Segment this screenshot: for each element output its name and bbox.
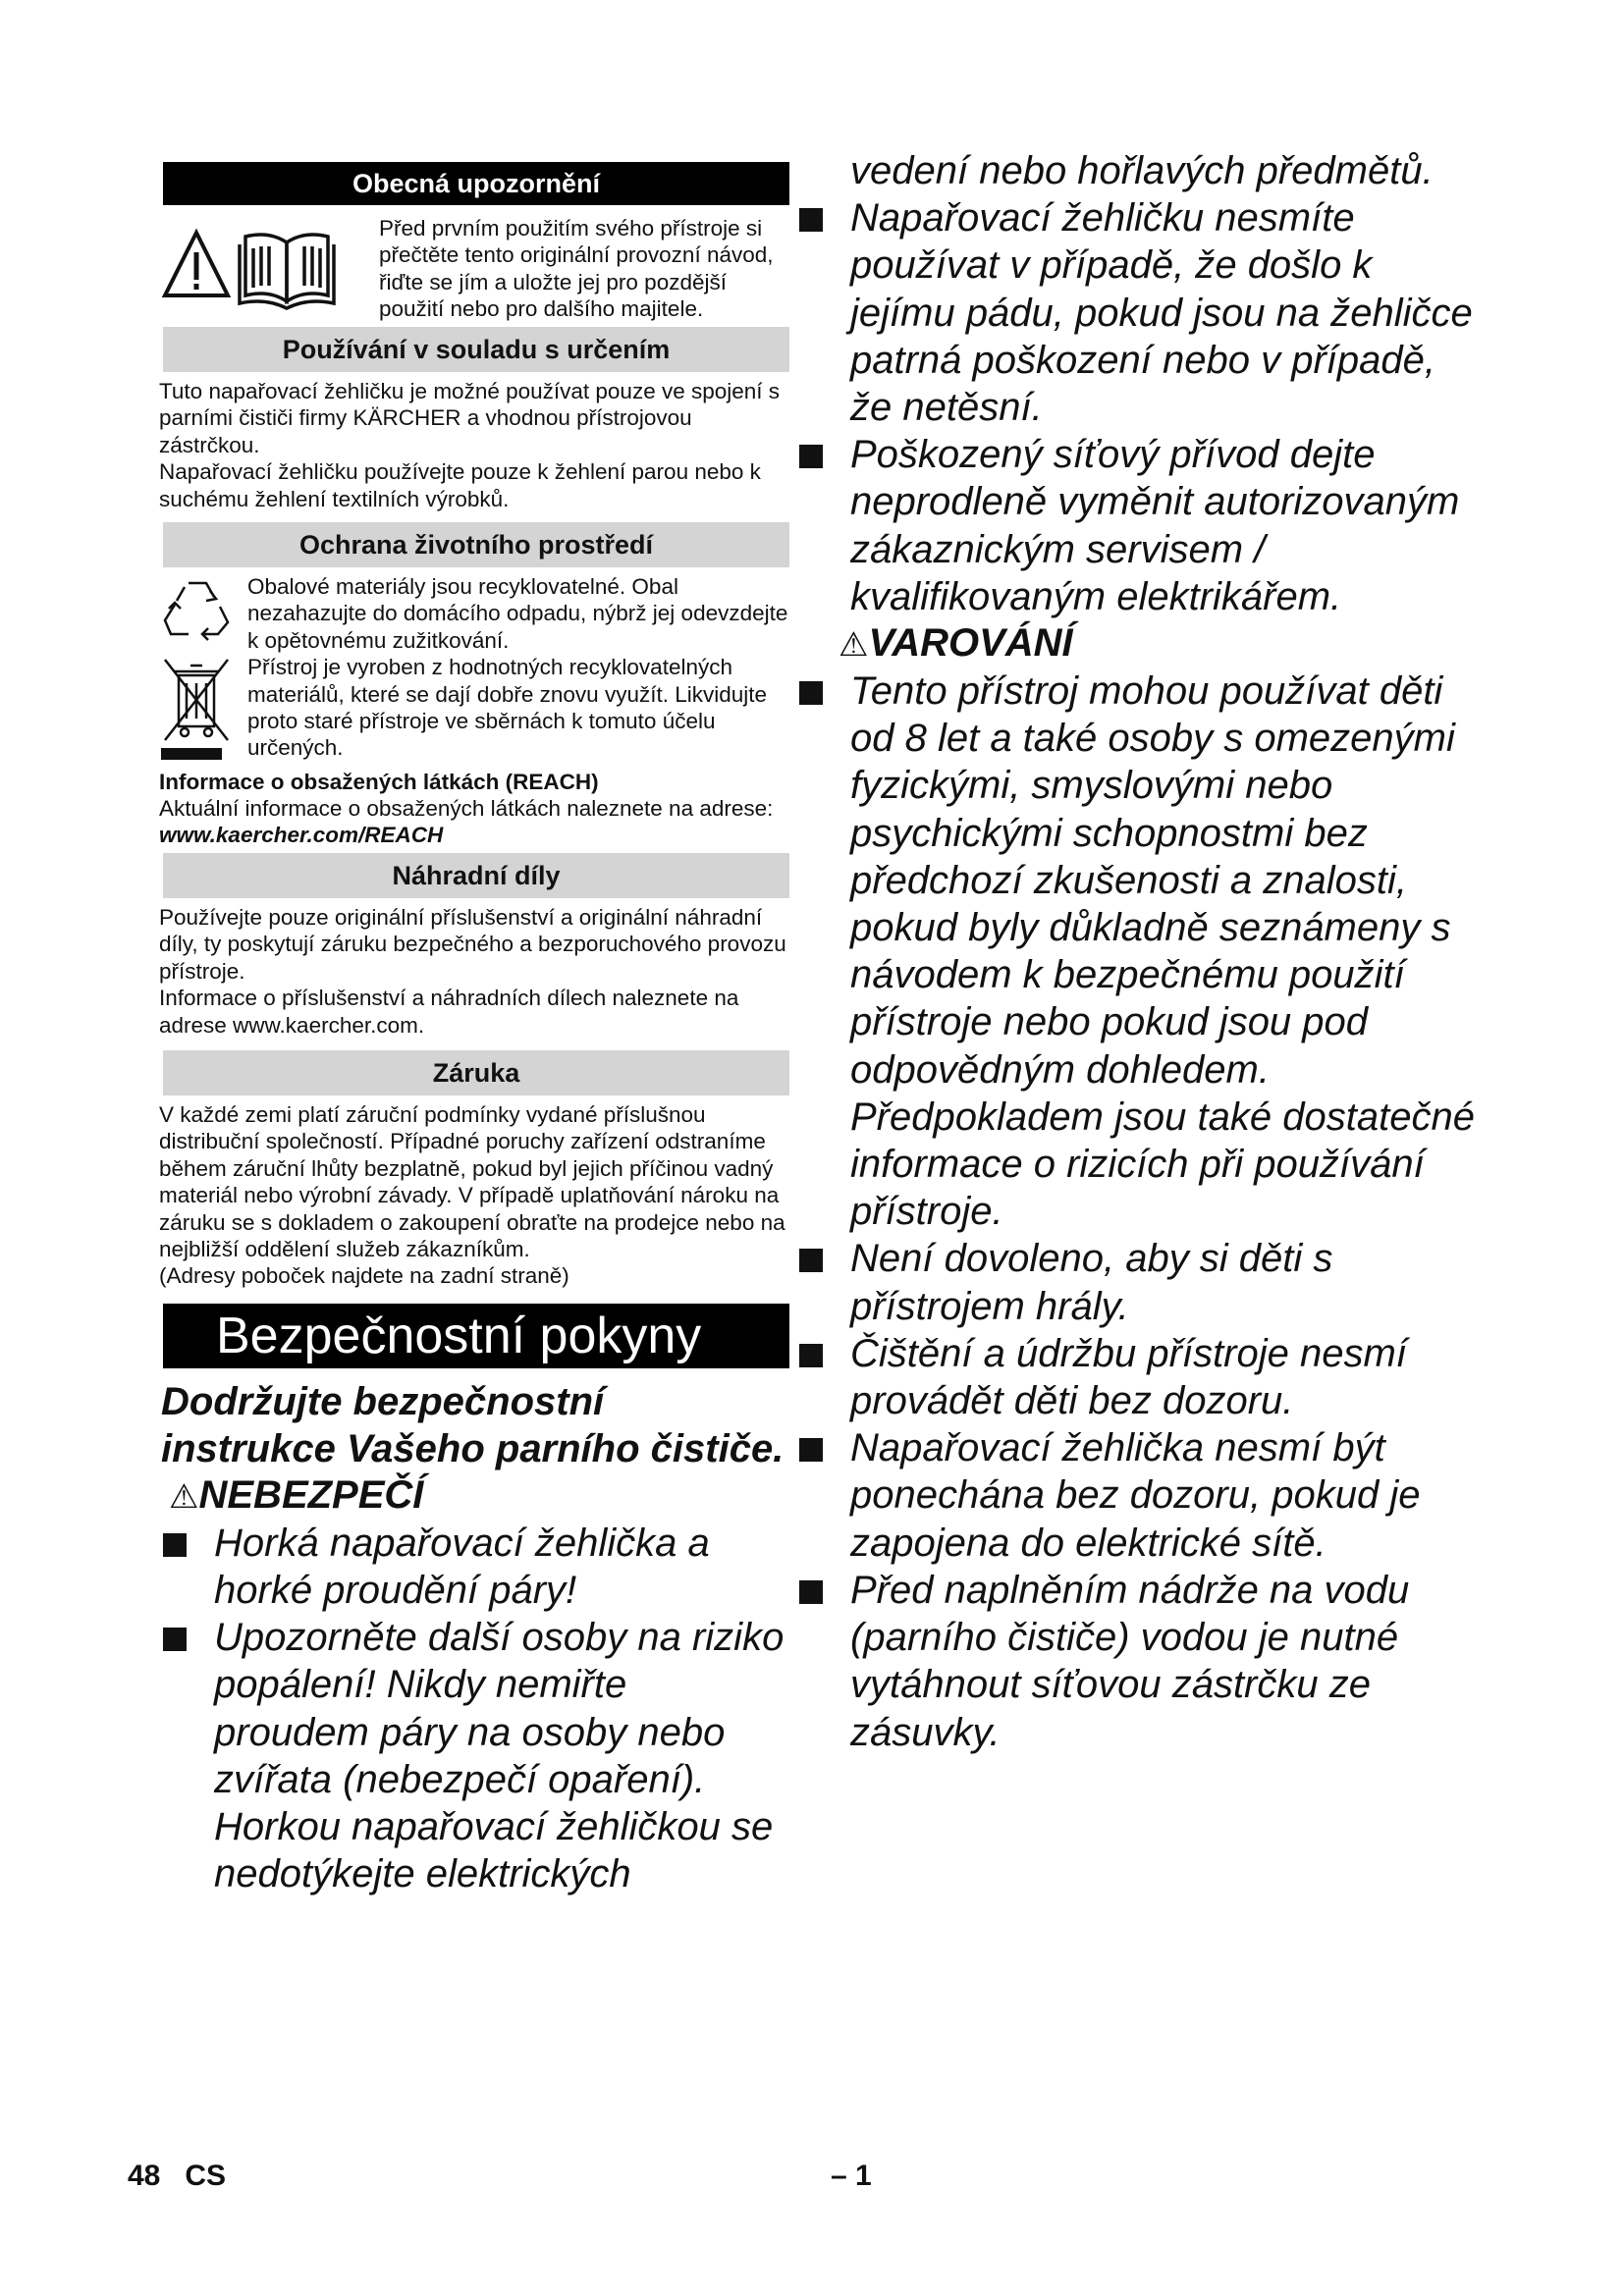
intended-use-p2: Napařovací žehličku používejte pouze k žehlení parou nebo k suchému žehlení textilních výrobků. [159,459,761,511]
warranty-p2: (Adresy poboček najdete na zadní straně) [159,1263,569,1289]
bullet-square-icon [163,1628,187,1651]
recycling-icon [159,573,236,650]
general-notes-heading: Obecná upozornění [163,162,789,205]
page-footer-section: – 1 [831,2160,872,2192]
danger-heading [169,1472,789,1520]
spare-parts-heading: Náhradní díly [163,853,789,898]
danger-continuation: vedení nebo hořlavých předmětů. [850,149,1434,192]
list-item: Není dovoleno, aby si děti s přístrojem hrály. [795,1235,1479,1329]
warranty-heading: Záruka [163,1050,789,1095]
open-book-icon [240,235,334,308]
list-item: Napařovací žehličku nesmíte používat v případě, že došlo k jejímu pádu, pokud jsou na žehličce patrná poškození nebo v případě, že netěsní. [795,194,1479,431]
environment-heading: Ochrana životního prostředí [163,522,789,567]
reach-title: Informace o obsažených látkách (REACH) [159,769,599,794]
general-notes [159,215,789,323]
environment-packaging [159,573,789,654]
intended-use-text [159,378,789,512]
bullet-square-icon [799,1249,823,1272]
list-item: Před naplněním nádrže na vodu (parního čističe) vodou je nutné vytáhnout síťovou zástrčku ze zásuvky. [795,1567,1479,1756]
page-footer-number [128,2160,226,2193]
environment-disposal [159,654,789,768]
bullet-square-icon [799,445,823,468]
bullet-square-icon [799,681,823,705]
list-item: Tento přístroj mohou používat děti od 8 let a také osoby s omezenými fyzickými, smyslovými nebo psychickými schopnostmi bez předchozí zkušenosti a znalosti, pokud byly důkladně seznámeny s návodem k bezpečnému použití přístroje nebo pokud jsou pod odpovědným dohledem. Předpokladem jsou také dostatečné informace o rizicích při používání přístroje. [795,667,1479,1235]
environment-packaging-text: Obalové materiály jsou recyklovatelné. Obal nezahazujte do domácího odpadu, nýbrž jej odevzdejte k opětovnému zužitkování. [247,574,788,653]
warning-triangle-icon [165,233,228,295]
right-column [839,147,1479,1756]
warning-list [848,667,1479,1756]
warning-heading [839,620,1479,667]
intended-use-heading: Používání v souladu s určením [163,327,789,372]
list-item: Napařovací žehlička nesmí být ponechána bez dozoru, pokud je zapojena do elektrické sítě. [795,1424,1479,1567]
warning-triangle-icon: ⚠ [169,1477,199,1516]
crossed-bin-icon [159,654,236,768]
bullet-square-icon [163,1533,187,1557]
list-item: Čištění a údržbu přístroje nesmí provádět děti bez dozoru. [795,1330,1479,1424]
list-item: Horká napařovací žehlička a horké proudění páry! [159,1520,789,1614]
warning-label: VAROVÁNÍ [868,621,1073,666]
intended-use-p1: Tuto napařovací žehličku je možné používat pouze ve spojení s parními čističi firmy KÄRCHER a vhodnou přístrojovou zástrčkou. [159,379,781,457]
general-icons [159,215,352,323]
reach-info [159,769,789,849]
list-item: Poškozený síťový přívod dejte neprodleně vyměnit autorizovaným zákaznickým servisem / kvalifikovaným elektrikářem. [795,431,1479,620]
warranty-p1: V každé zemi platí záruční podmínky vydané příslušnou distribuční společností. Případné poruchy zařízení odstraníme během záruční lhůty bezplatně, pokud byl jejich příčinou vadný materiál nebo výrobní závady. V případě uplatňování nároku na záruku se s dokladem o zakoupení obraťte na prodejce nebo na nejbližší oddělení služeb zákazníkům. [159,1101,785,1261]
left-column [159,162,789,1897]
spare-parts-p1: Používejte pouze originální příslušenství a originální náhradní díly, ty poskytují záruku bezpečného a bezporuchového provozu přístroje. [159,904,786,984]
danger-label: NEBEZPEČÍ [198,1472,424,1517]
general-notes-text: Před prvním použitím svého přístroje si přečtěte tento originální provozní návod, řiďte se jím a uložte jej pro pozdější použití nebo pro dalšího majitele. [379,216,774,322]
list-item: Upozorněte další osoby na riziko popálení! Nikdy nemiřte proudem páry na osoby nebo zvířata (nebezpečí opaření). Horkou napařovací žehličkou se nedotýkejte elektrických [159,1614,789,1897]
spare-parts-p2: Informace o příslušenství a náhradních dílech naleznete na adrese www.kaercher.com. [159,986,739,1038]
reach-url: www.kaercher.com/REACH [159,823,444,848]
danger-list [159,1520,789,1898]
warning-triangle-icon: ⚠ [839,626,869,665]
safety-intro: Dodržujte bezpečnostní instrukce Vašeho parního čističe. [161,1379,785,1470]
bullet-square-icon [799,208,823,232]
environment-disposal-text: Přístroj je vyroben z hodnotných recyklovatelných materiálů, které se dají dobře znovu využít. Likvidujte proto staré přístroje ve sběrnách k tomuto účelu určených. [247,655,768,761]
bullet-square-icon [799,1344,823,1367]
language-code: CS [185,2160,227,2192]
safety-heading: Bezpečnostní pokyny [163,1304,789,1368]
page-number: 48 [128,2160,161,2192]
warranty-text [159,1101,789,1290]
danger-list-continued [848,194,1479,620]
bullet-square-icon [799,1438,823,1462]
reach-text: Aktuální informace o obsažených látkách naleznete na adrese: [159,796,774,822]
spare-parts-text [159,904,789,1039]
bullet-square-icon [799,1580,823,1604]
